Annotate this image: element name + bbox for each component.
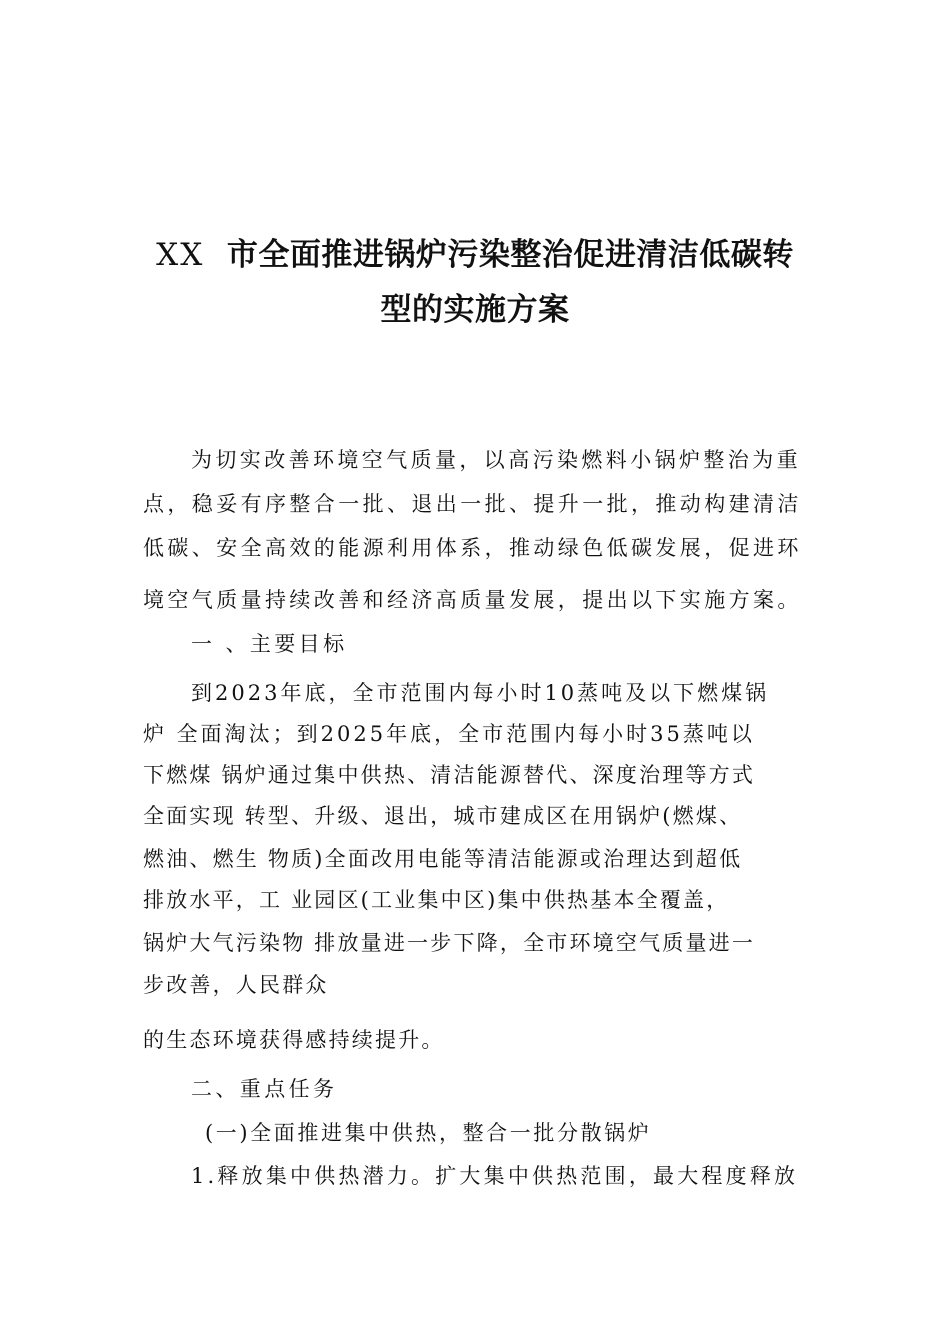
goals-line-3: 下燃煤 锅炉通过集中供热、清洁能源替代、深度治理等方式 <box>143 763 756 787</box>
section-heading-main-goals: 一 、主要目标 <box>191 632 348 656</box>
task-item-1: 1.释放集中供热潜力。扩大集中供热范围，最大程度释放 <box>191 1164 799 1188</box>
goals-line-2: 炉 全面淘汰；到2025年底，全市范围内每小时35蒸吨以 <box>143 722 755 746</box>
subsection-heading-1: (一)全面推进集中供热，整合一批分散锅炉 <box>205 1121 652 1145</box>
intro-line-3: 低碳、安全高效的能源利用体系，推动绿色低碳发展，促进环 <box>143 536 802 560</box>
goals-line-6: 排放水平，工 业园区(工业集中区)集中供热基本全覆盖， <box>143 888 730 912</box>
goals-line-9: 的生态环境获得感持续提升。 <box>143 1028 445 1052</box>
goals-line-7: 锅炉大气污染物 排放量进一步下降，全市环境空气质量进一 <box>143 931 756 955</box>
intro-line-4: 境空气质量持续改善和经济高质量发展，提出以下实施方案。 <box>143 588 802 612</box>
goals-line-8: 步改善，人民群众 <box>143 973 329 997</box>
title-prefix: XX <box>156 237 205 273</box>
intro-line-2: 点，稳妥有序整合一批、退出一批、提升一批，推动构建清洁 <box>143 492 802 516</box>
goals-line-1: 到2023年底，全市范围内每小时10蒸吨及以下燃煤锅 <box>191 681 770 705</box>
section-heading-key-tasks: 二、重点任务 <box>191 1077 338 1101</box>
document-title-line-2: 型的实施方案 <box>380 292 570 328</box>
goals-line-5: 燃油、燃生 物质)全面改用电能等清洁能源或治理达到超低 <box>143 847 743 871</box>
intro-line-1: 为切实改善环境空气质量，以高污染燃料小锅炉整治为重 <box>191 448 801 472</box>
document-title-line-1 <box>0 229 950 274</box>
title-text-line-1: 市全面推进锅炉污染整治促进清洁低碳转 <box>226 237 794 273</box>
goals-line-4: 全面实现 转型、升级、退出，城市建成区在用锅炉(燃煤、 <box>143 804 743 828</box>
